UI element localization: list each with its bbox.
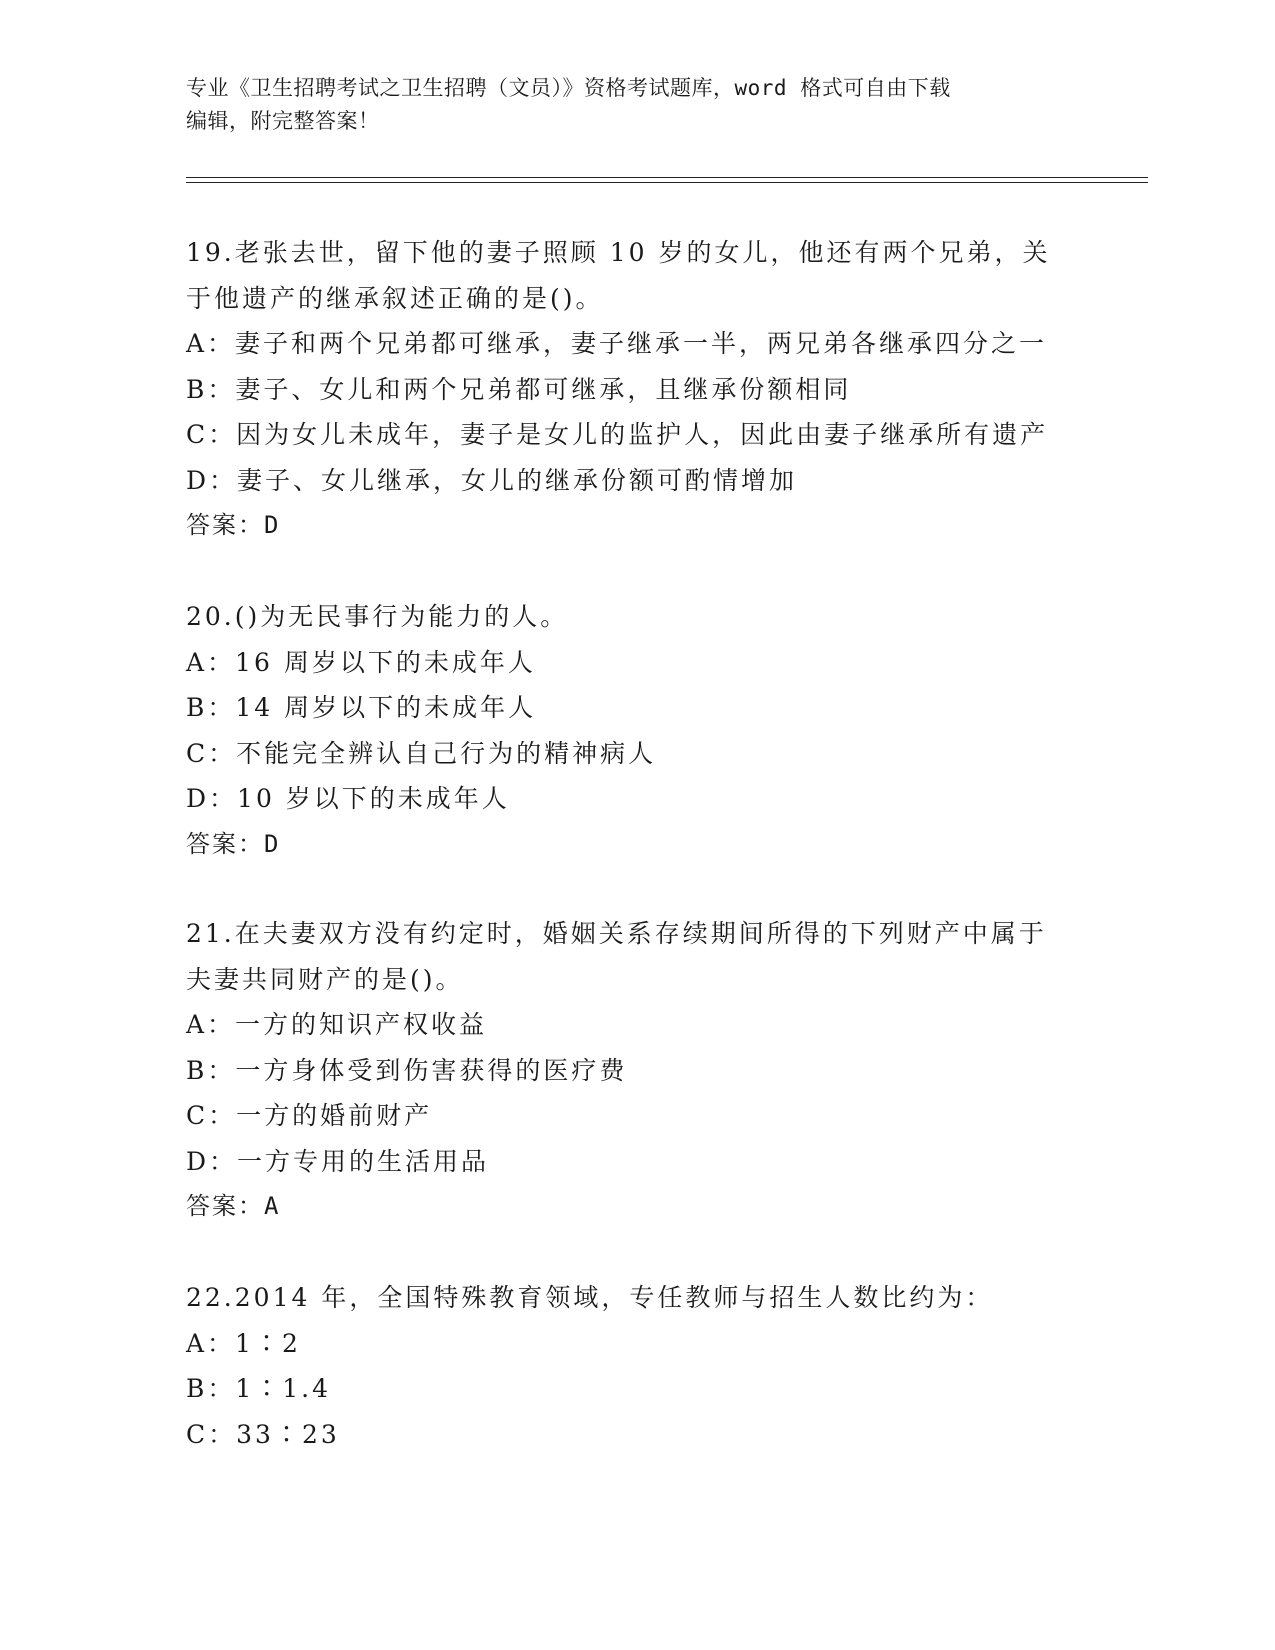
question-19	[186, 230, 1086, 549]
option-c: C：33∶23	[186, 1419, 340, 1449]
option-c: C：一方的婚前财产	[186, 1101, 433, 1130]
option-a: A：16 周岁以下的未成年人	[186, 647, 536, 677]
question-stem: 夫妻共同财产的是()。	[186, 964, 464, 994]
answer: 答案：A	[186, 1192, 281, 1220]
option-a: A：1∶2	[186, 1328, 301, 1358]
option-c: C：不能完全辨认自己行为的精神病人	[186, 738, 657, 768]
header-line-2: 编辑，附完整答案！	[186, 109, 380, 133]
question-stem: 20.()为无民事行为能力的人。	[186, 602, 569, 631]
question-stem: 21.在夫妻双方没有约定时，婚姻关系存续期间所得的下列财产中属于	[186, 919, 1047, 948]
option-a: A：妻子和两个兄弟都可继承，妻子继承一半，两兄弟各继承四分之一	[186, 329, 1048, 358]
option-b: B：妻子、女儿和两个兄弟都可继承，且继承份额相同	[186, 374, 852, 404]
question-22	[186, 1275, 1086, 1457]
option-b: B：1∶1.4	[186, 1374, 332, 1403]
header-divider-bottom	[186, 182, 1148, 183]
option-a: A：一方的知识产权收益	[186, 1010, 488, 1039]
question-stem: 22.2014 年，全国特殊教育领域，专任教师与招生人数比约为：	[186, 1283, 994, 1312]
answer: 答案：D	[186, 829, 281, 858]
option-b: B：14 周岁以下的未成年人	[186, 693, 537, 722]
document-header	[186, 72, 1086, 138]
question-stem: 于他遗产的继承叙述正确的是()。	[186, 283, 604, 313]
option-d: D：妻子、女儿继承，女儿的继承份额可酌情增加	[186, 465, 798, 495]
option-b: B：一方身体受到伤害获得的医疗费	[186, 1055, 628, 1085]
option-d: D：一方专用的生活用品	[186, 1146, 490, 1176]
option-c: C：因为女儿未成年，妻子是女儿的监护人，因此由妻子继承所有遗产	[186, 420, 1049, 449]
question-20	[186, 594, 1086, 867]
answer: 答案：D	[186, 511, 281, 539]
question-stem: 19.老张去世，留下他的妻子照顾 10 岁的女儿，他还有两个兄弟，关	[186, 238, 1051, 267]
header-line-1: 专业《卫生招聘考试之卫生招聘（文员）》资格考试题库，word 格式可自由下载	[186, 76, 951, 100]
option-d: D：10 岁以下的未成年人	[186, 784, 510, 813]
header-divider-top	[186, 177, 1148, 178]
question-21	[186, 911, 1086, 1230]
